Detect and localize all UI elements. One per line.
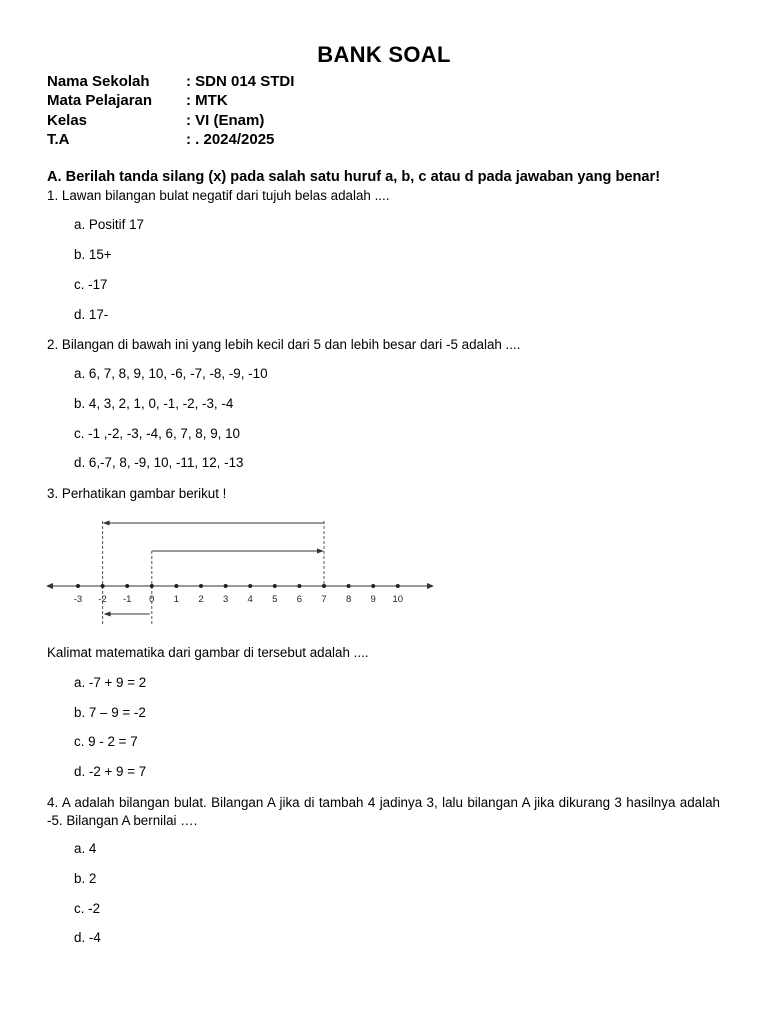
- tick-label: 4: [247, 594, 253, 605]
- question-3-followup: Kalimat matematika dari gambar di tersebut adalah ....: [47, 645, 369, 660]
- tick-label: 10: [392, 594, 404, 605]
- tick-dot: [224, 584, 228, 588]
- q2-option-a: a. 6, 7, 8, 9, 10, -6, -7, -8, -9, -10: [74, 366, 268, 381]
- q3-option-d: d. -2 + 9 = 7: [74, 764, 147, 779]
- q4-option-d: d. -4: [74, 930, 101, 945]
- q2-option-b: b. 4, 3, 2, 1, 0, -1, -2, -3, -4: [74, 396, 234, 411]
- info-row-school: [47, 72, 294, 91]
- tick-dot: [297, 584, 301, 588]
- info-value: : MTK: [186, 92, 228, 110]
- tick-dot: [273, 584, 277, 588]
- info-row-class: [47, 111, 294, 130]
- tick-dot: [199, 584, 203, 588]
- question-4: 4. A adalah bilangan bulat. Bilangan A jika di tambah 4 jadinya 3, lalu bilangan A jika dikurang 3 hasilnya adalah -5. Bilangan A bernilai ….: [47, 795, 720, 828]
- tick-dot: [101, 584, 105, 588]
- tick-label: 6: [296, 594, 303, 605]
- q4-option-b: b. 2: [74, 871, 97, 886]
- info-value: : . 2024/2025: [186, 130, 275, 148]
- q2-option-c: c. -1 ,-2, -3, -4, 6, 7, 8, 9, 10: [74, 426, 240, 441]
- info-label: Kelas: [47, 111, 88, 129]
- tick-label: -2: [98, 594, 107, 605]
- info-value: : SDN 014 STDI: [186, 73, 295, 90]
- number-line-arrows: [103, 521, 327, 617]
- tick-label: -1: [122, 594, 132, 605]
- tick-dot: [347, 584, 351, 588]
- axis-arrow-right-icon: [427, 583, 434, 589]
- axis-arrow-left-icon: [46, 583, 53, 589]
- q4-option-a: a. 4: [74, 841, 97, 856]
- tick-dot: [396, 584, 400, 588]
- tick-label: -3: [73, 594, 83, 605]
- tick-label: 7: [321, 594, 327, 605]
- section-heading: A. Berilah tanda silang (x) pada salah satu huruf a, b, c atau d pada jawaban yang benar!: [47, 169, 661, 185]
- tick-label: 1: [173, 594, 180, 605]
- q1-option-d: d. 17-: [74, 307, 109, 322]
- question-1: 1. Lawan bilangan bulat negatif dari tujuh belas adalah ....: [47, 188, 390, 203]
- tick-label: 3: [222, 594, 229, 605]
- tick-label: 2: [198, 594, 204, 605]
- q3-option-c: c. 9 - 2 = 7: [74, 734, 138, 749]
- info-label: Nama Sekolah: [47, 73, 150, 90]
- document-title: BANK SOAL: [317, 42, 451, 67]
- question-3: 3. Perhatikan gambar berikut !: [47, 486, 227, 501]
- question-2: 2. Bilangan di bawah ini yang lebih kecil dari 5 dan lebih besar dari -5 adalah ....: [47, 337, 521, 352]
- q3-option-b: b. 7 – 9 = -2: [74, 705, 146, 720]
- info-label: T.A: [47, 130, 70, 148]
- tick-label: 5: [272, 594, 278, 605]
- q1-option-c: c. -17: [74, 277, 108, 292]
- number-line-figure: [44, 513, 436, 628]
- school-info: [47, 72, 294, 149]
- q4-option-c: c. -2: [74, 901, 101, 916]
- number-line-static: [46, 521, 434, 625]
- tick-dot: [371, 584, 375, 588]
- info-row-subject: [47, 91, 294, 110]
- arrow-head-left-icon: [103, 521, 110, 526]
- info-label: Mata Pelajaran: [47, 92, 153, 110]
- q1-option-a: a. Positif 17: [74, 217, 144, 232]
- number-line-ticks: [74, 584, 403, 605]
- tick-dot: [150, 584, 154, 588]
- arrow-head-left-icon: [104, 612, 111, 617]
- tick-dot: [248, 584, 252, 588]
- tick-dot: [322, 584, 326, 588]
- tick-dot: [76, 584, 80, 588]
- tick-label: 0: [149, 594, 155, 605]
- info-value: : VI (Enam): [186, 111, 265, 129]
- tick-dot: [125, 584, 129, 588]
- tick-label: 8: [345, 594, 352, 605]
- info-row-year: [47, 130, 294, 149]
- q2-option-d: d. 6,-7, 8, -9, 10, -11, 12, -13: [74, 455, 244, 470]
- tick-dot: [174, 584, 178, 588]
- tick-label: 9: [370, 594, 376, 605]
- q3-option-a: a. -7 + 9 = 2: [74, 675, 147, 690]
- arrow-head-right-icon: [317, 549, 324, 554]
- q1-option-b: b. 15+: [74, 247, 112, 262]
